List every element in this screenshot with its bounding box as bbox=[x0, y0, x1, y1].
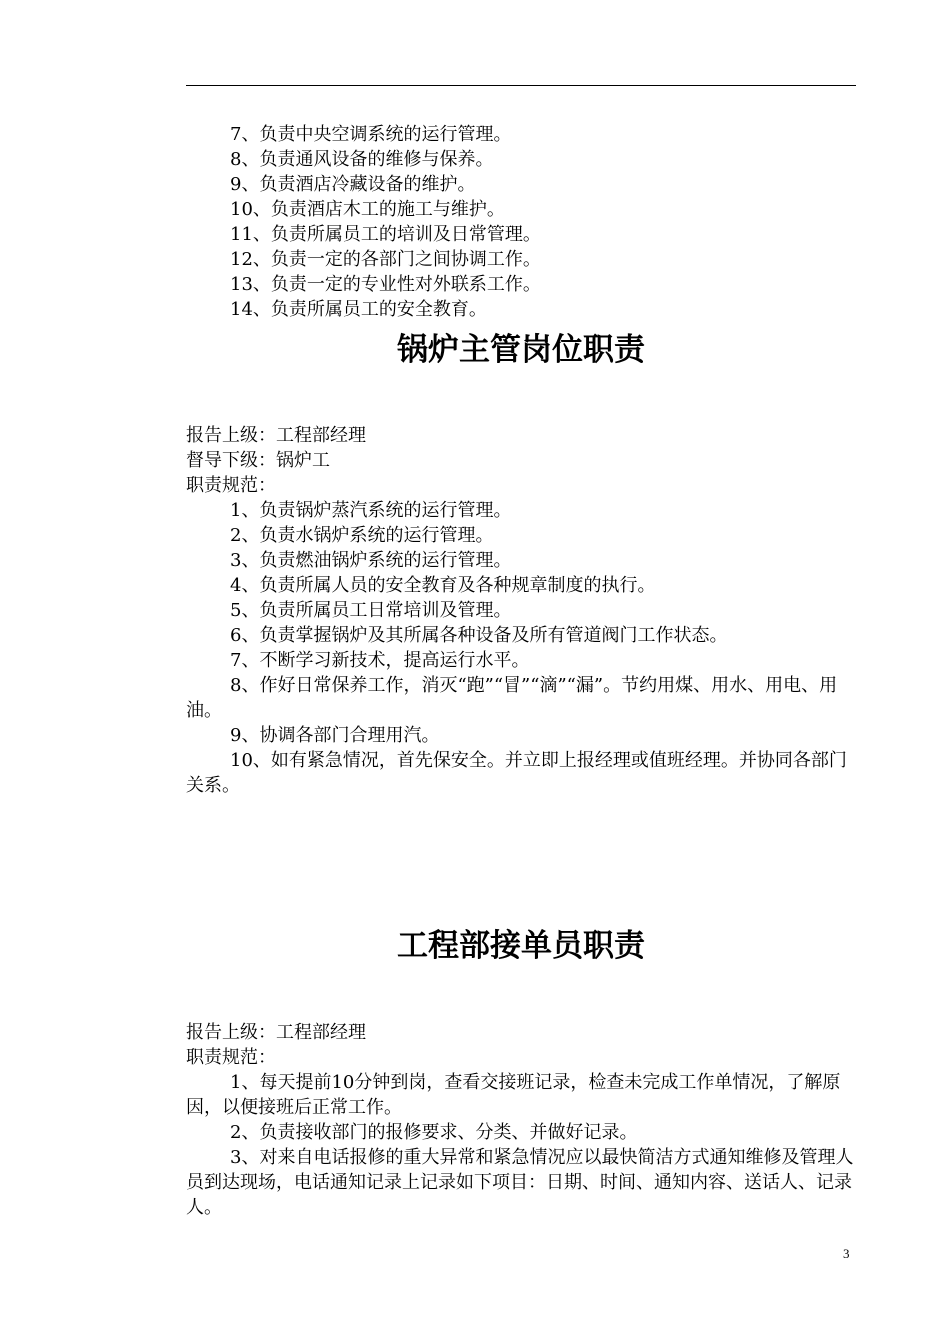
list-item: 4、负责所属人员的安全教育及各种规章制度的执行。 bbox=[230, 575, 656, 596]
list-item: 2、负责接收部门的报修要求、分类、并做好记录。 bbox=[230, 1122, 638, 1143]
supervises: 督导下级：锅炉工 bbox=[186, 450, 330, 471]
list-item: 1、每天提前10分钟到岗，查看交接班记录，检查未完成工作单情况，了解原因，以便接班后正常工作。 bbox=[186, 1072, 841, 1118]
list-item: 2、负责水锅炉系统的运行管理。 bbox=[230, 525, 494, 546]
header-rule bbox=[186, 85, 856, 86]
list-item: 10、如有紧急情况，首先保安全。并立即上报经理或值班经理。并协同各部门关系。 bbox=[186, 750, 847, 796]
dispatcher-section-body bbox=[186, 1020, 856, 1220]
duties-label: 职责规范： bbox=[186, 1047, 276, 1068]
list-item: 9、负责酒店冷藏设备的维护。 bbox=[230, 174, 476, 195]
section-title-dispatcher: 工程部接单员职责 bbox=[397, 928, 645, 964]
list-item: 9、协调各部门合理用汽。 bbox=[230, 725, 440, 746]
list-item: 1、负责锅炉蒸汽系统的运行管理。 bbox=[230, 500, 512, 521]
list-item: 8、作好日常保养工作，消灭“跑”“冒”“滴”“漏”。节约用煤、用水、用电、用油。 bbox=[186, 675, 838, 721]
list-item: 3、对来自电话报修的重大异常和紧急情况应以最快简洁方式通知维修及管理人员到达现场，电话通知记录上记录如下项目：日期、时间、通知内容、送话人、记录人。 bbox=[186, 1147, 854, 1218]
list-item: 11、负责所属员工的培训及日常管理。 bbox=[230, 224, 541, 245]
list-item: 5、负责所属员工日常培训及管理。 bbox=[230, 600, 512, 621]
list-item: 7、不断学习新技术，提高运行水平。 bbox=[230, 650, 530, 671]
list-item: 12、负责一定的各部门之间协调工作。 bbox=[230, 249, 541, 270]
reports-to: 报告上级：工程部经理 bbox=[186, 1022, 366, 1043]
list-item: 13、负责一定的专业性对外联系工作。 bbox=[230, 274, 541, 295]
section-title-boiler: 锅炉主管岗位职责 bbox=[397, 332, 645, 368]
list-item: 14、负责所属员工的安全教育。 bbox=[230, 299, 487, 320]
reports-to: 报告上级：工程部经理 bbox=[186, 425, 366, 446]
list-item: 3、负责燃油锅炉系统的运行管理。 bbox=[230, 550, 512, 571]
continued-duty-list bbox=[186, 122, 856, 322]
duties-label: 职责规范： bbox=[186, 475, 276, 496]
list-item: 7、负责中央空调系统的运行管理。 bbox=[230, 124, 512, 145]
list-item: 6、负责掌握锅炉及其所属各种设备及所有管道阀门工作状态。 bbox=[230, 625, 728, 646]
boiler-section-body bbox=[186, 423, 856, 798]
page-number: 3 bbox=[843, 1246, 850, 1261]
list-item: 10、负责酒店木工的施工与维护。 bbox=[230, 199, 505, 220]
list-item: 8、负责通风设备的维修与保养。 bbox=[230, 149, 494, 170]
